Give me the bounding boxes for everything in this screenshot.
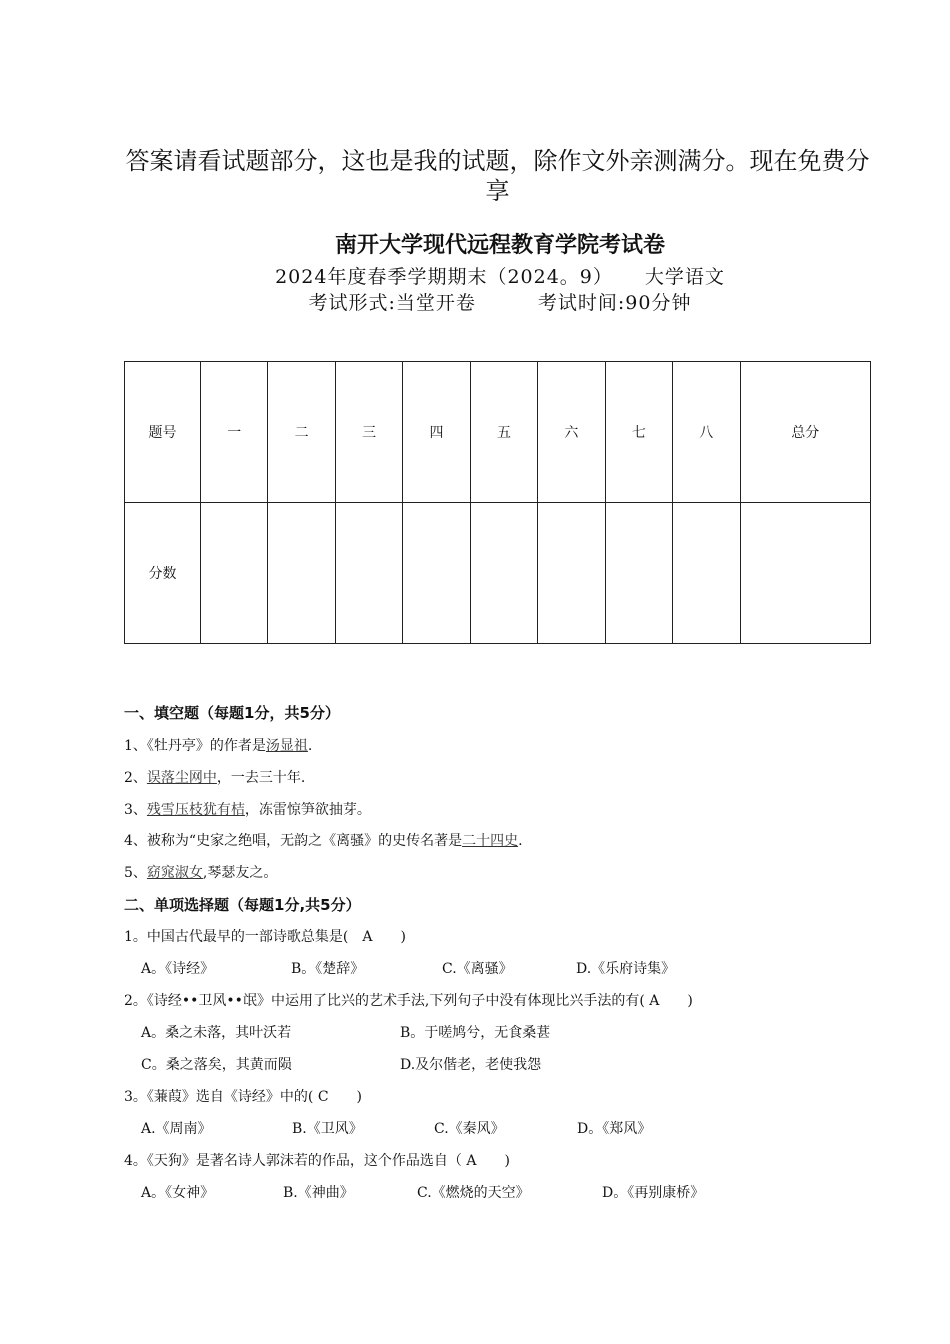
option: A。《女神》 <box>141 1185 215 1201</box>
fill-text: 4、被称为“史家之绝唱，无韵之《离骚》的史传名著是 <box>124 833 463 849</box>
option: D。《再别康桥》 <box>602 1185 705 1201</box>
option: B.《卫风》 <box>292 1121 363 1137</box>
exam-title: 南开大学现代远程教育学院考试卷 <box>334 233 665 258</box>
exam-info-line <box>0 288 950 315</box>
option-row <box>141 1183 704 1203</box>
fill-item <box>124 768 305 788</box>
option: D。《郑风》 <box>577 1121 652 1137</box>
option: C.《离骚》 <box>442 961 513 977</box>
option-row <box>141 1023 550 1043</box>
option: C.《燃烧的天空》 <box>417 1185 530 1201</box>
score-cell[interactable] <box>673 503 740 644</box>
fill-answer: 误落尘网中 <box>146 770 217 786</box>
question-stem: 1。中国古代最早的一部诗歌总集是( A ) <box>124 929 406 945</box>
fill-text: 2、 <box>124 770 147 786</box>
question-stem: 2。《诗经••卫风••氓》中运用了比兴的艺术手法,下列句子中没有体现比兴手法的有( A ) <box>124 993 693 1009</box>
fill-answer: 窈窕淑女 <box>146 865 203 881</box>
option-row <box>141 1119 651 1139</box>
fill-answer: 残雪压枝犹有桔 <box>146 802 245 818</box>
column-header: 一 <box>201 362 268 503</box>
score-cell[interactable] <box>740 503 871 644</box>
fill-item <box>124 800 371 820</box>
fill-text: 3、 <box>124 802 147 818</box>
option: B。于嗟鸠兮，无食桑葚 <box>400 1025 551 1041</box>
question-stem: 3。《蒹葭》选自《诗经》中的( C ) <box>124 1089 362 1105</box>
fill-item <box>124 736 312 756</box>
fill-text: 1、《牡丹亭》的作者是 <box>124 738 266 754</box>
option: C。桑之落矣，其黄而陨 <box>141 1057 292 1073</box>
score-cell[interactable] <box>538 503 605 644</box>
score-table-header-row <box>125 362 871 503</box>
option: A。桑之未落，其叶沃若 <box>141 1025 292 1041</box>
option: B。《楚辞》 <box>291 961 365 977</box>
column-header: 七 <box>605 362 672 503</box>
column-header: 三 <box>335 362 402 503</box>
score-table <box>124 361 871 644</box>
column-header: 六 <box>538 362 605 503</box>
option: B.《神曲》 <box>283 1185 354 1201</box>
option: D.及尔偕老，老使我怨 <box>400 1057 542 1073</box>
fill-item <box>124 831 523 851</box>
column-header: 八 <box>673 362 740 503</box>
section2-title: 二、单项选择题（每题1分,共5分） <box>124 896 361 914</box>
fill-item <box>124 863 277 883</box>
score-table-score-row <box>125 503 871 644</box>
fill-text: ，冻雷惊笋欲抽芽。 <box>244 802 371 818</box>
exam-form: 考试形式:当堂开卷 <box>308 292 476 314</box>
fill-answer: 二十四史 <box>462 833 519 849</box>
fill-text: . <box>518 833 523 849</box>
term: 2024年度春季学期期末（2024。9） <box>275 266 613 288</box>
column-header: 四 <box>403 362 470 503</box>
fill-text: ,琴瑟友之。 <box>202 865 278 881</box>
fill-text: ，一去三十年. <box>216 770 306 786</box>
fill-answer: 汤显祖 <box>265 738 308 754</box>
term-line <box>0 262 950 289</box>
score-cell[interactable] <box>201 503 268 644</box>
fill-text: 5、 <box>124 865 147 881</box>
fill-text: . <box>307 738 313 754</box>
option: D.《乐府诗集》 <box>576 961 676 977</box>
notice-text: 答案请看试题部分，这也是我的试题，除作文外亲测满分。现在免费分享 <box>125 147 870 205</box>
score-cell[interactable] <box>403 503 470 644</box>
option: A。《诗经》 <box>141 961 215 977</box>
option-row <box>141 1055 541 1075</box>
option: A.《周南》 <box>141 1121 212 1137</box>
option: C.《秦风》 <box>434 1121 505 1137</box>
question-stem: 4。《天狗》是著名诗人郭沫若的作品，这个作品选自（ A ) <box>124 1153 510 1169</box>
score-cell[interactable] <box>268 503 335 644</box>
score-label-cell: 分数 <box>125 503 201 644</box>
exam-time: 考试时间:90分钟 <box>537 292 692 314</box>
score-cell[interactable] <box>335 503 402 644</box>
score-cell[interactable] <box>470 503 537 644</box>
option-row <box>141 959 675 979</box>
column-header: 五 <box>470 362 537 503</box>
course: 大学语文 <box>644 266 725 288</box>
column-header: 二 <box>268 362 335 503</box>
header-label-cell: 题号 <box>125 362 201 503</box>
score-cell[interactable] <box>605 503 672 644</box>
column-header: 总分 <box>740 362 871 503</box>
section1-title: 一、填空题（每题1分，共5分） <box>124 704 340 722</box>
